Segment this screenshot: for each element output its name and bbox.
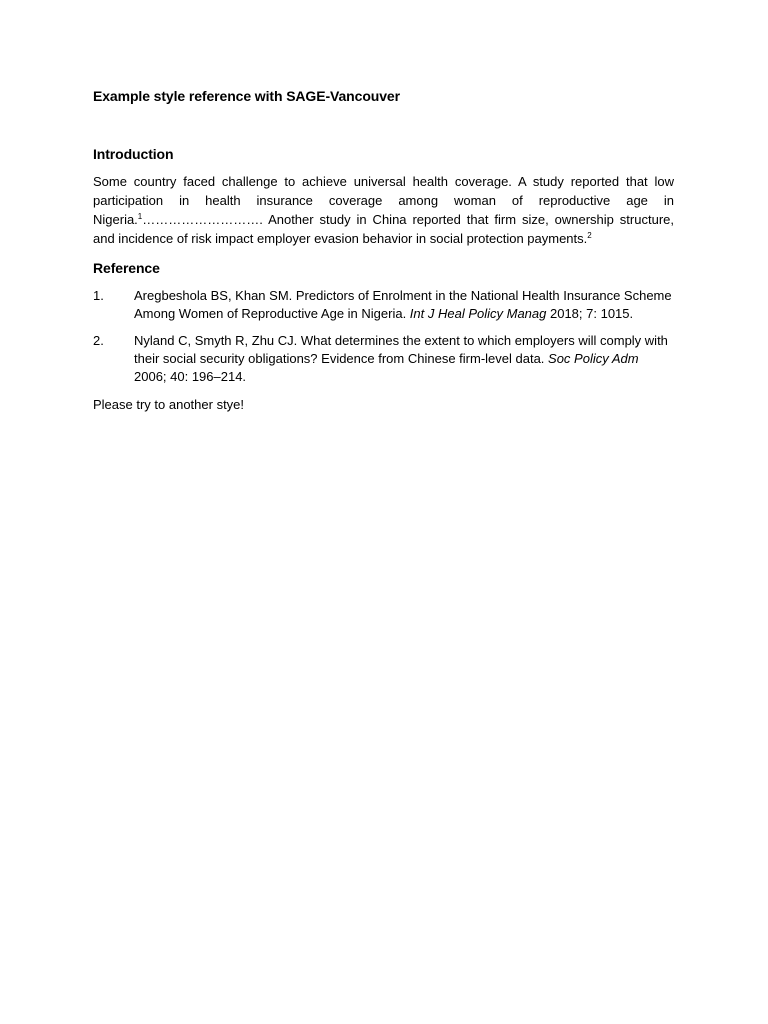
reference-details: 2018; 7: 1015. (546, 306, 634, 321)
reference-item (93, 287, 674, 323)
intro-text-part2: ………………………. Another study in China reported that firm size, ownership structure, and incidence of risk impact employer evasion behavior in social protection payments. (93, 212, 674, 246)
reference-heading: Reference (93, 260, 160, 276)
reference-text (134, 332, 674, 386)
closing-note: Please try to another stye! (93, 397, 245, 412)
reference-text (134, 287, 674, 323)
intro-text-part1: Some country faced challenge to achieve universal health coverage. A study reported that low participation in health insurance coverage among woman of reproductive age in Nigeria. (93, 174, 674, 227)
introduction-paragraph (93, 172, 674, 248)
reference-list (93, 287, 674, 386)
document-body (93, 86, 674, 414)
introduction-heading: Introduction (93, 146, 174, 162)
reference-authors-title: Nyland C, Smyth R, Zhu CJ. What determines the extent to which employers will comply with their social security obligations? Evidence from Chinese firm-level data. (134, 333, 668, 366)
reference-number: 1. (93, 288, 104, 303)
reference-journal: Int J Heal Policy Manag (409, 306, 547, 321)
citation-1: 1 (137, 212, 143, 221)
reference-details: 2006; 40: 196–214. (134, 369, 247, 384)
reference-authors-title: Aregbeshola BS, Khan SM. Predictors of Enrolment in the National Health Insurance Scheme Among Women of Reproductive Age in Nigeria. (134, 288, 672, 321)
reference-number: 2. (93, 333, 104, 348)
document-title: Example style reference with SAGE-Vancouver (93, 88, 400, 104)
reference-journal: Soc Policy Adm (548, 351, 639, 366)
reference-item (93, 332, 674, 386)
citation-2: 2 (587, 231, 592, 240)
